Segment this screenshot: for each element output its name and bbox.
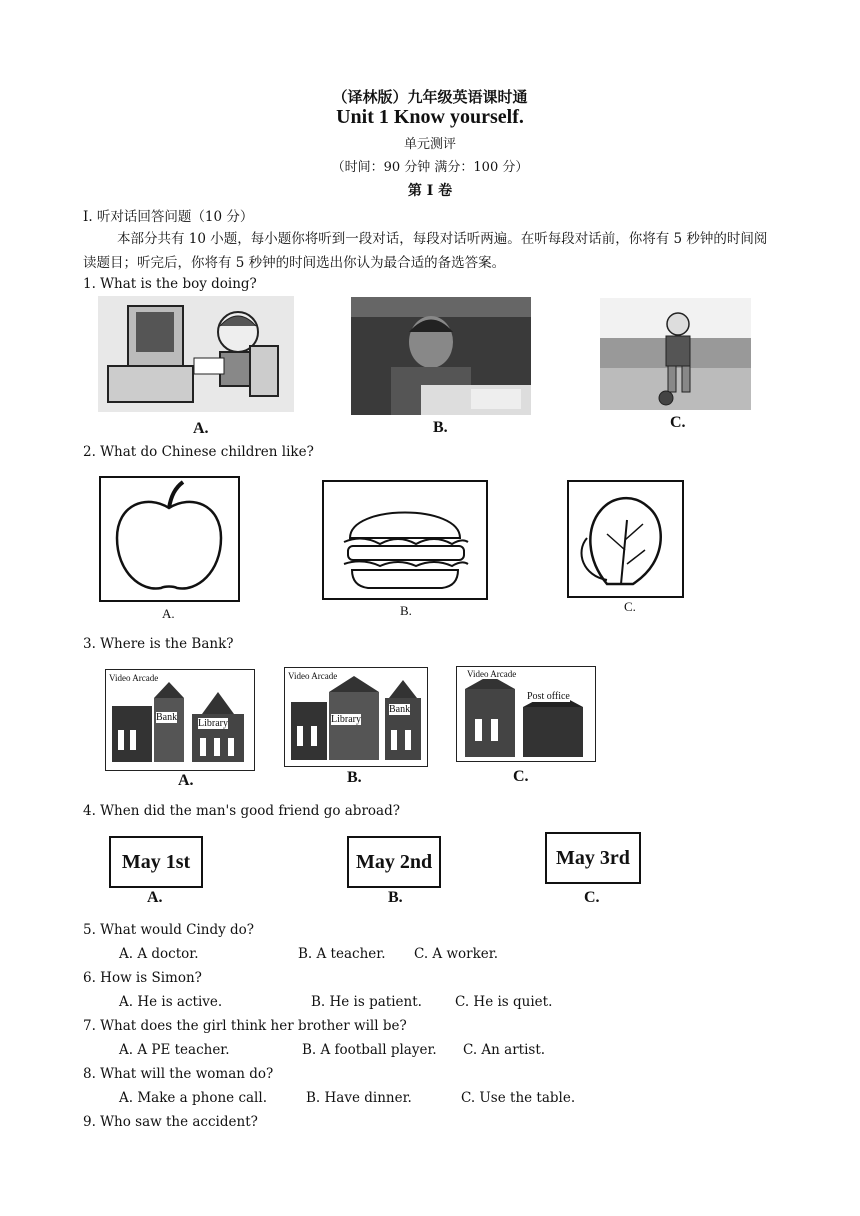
question-5: 5. What would Cindy do? bbox=[83, 922, 255, 938]
q4-option-c: C. bbox=[584, 889, 600, 906]
q5-option-c: C. A worker. bbox=[414, 946, 499, 962]
section-title: I. 听对话回答问题（10 分） bbox=[83, 209, 254, 225]
apple-image bbox=[99, 476, 240, 602]
q7-option-c: C. An artist. bbox=[463, 1042, 546, 1058]
unit-title: Unit 1 Know yourself. bbox=[336, 106, 524, 128]
boy-writing-photo bbox=[351, 297, 531, 415]
map-a-bank-label: Bank bbox=[156, 712, 178, 723]
q2-option-a: A. bbox=[162, 606, 175, 621]
q1-option-b: B. bbox=[433, 419, 448, 436]
boy-computer-image bbox=[98, 296, 294, 412]
map-c bbox=[456, 666, 596, 762]
map-b-library-label: Library bbox=[331, 714, 361, 725]
test-meta: （时间：90 分钟 满分：100 分） bbox=[331, 160, 529, 175]
q4-option-a: A. bbox=[147, 889, 163, 906]
q6-option-b: B. He is patient. bbox=[311, 994, 422, 1010]
date-box-a: May 1st bbox=[109, 836, 203, 888]
boy-football-image bbox=[600, 298, 751, 410]
q3-option-c: C. bbox=[513, 768, 529, 785]
volume-title: 第 I 卷 bbox=[407, 183, 453, 199]
q2-option-b: B. bbox=[400, 603, 412, 618]
q3-option-a: A. bbox=[178, 772, 194, 789]
q5-option-a: A. A doctor. bbox=[119, 946, 199, 962]
map-b-video-label: Video Arcade bbox=[288, 671, 338, 681]
map-b-bank-label: Bank bbox=[389, 704, 411, 715]
q6-option-a: A. He is active. bbox=[119, 994, 223, 1010]
q8-option-a: A. Make a phone call. bbox=[119, 1090, 267, 1106]
map-c-buildings bbox=[457, 667, 595, 761]
q4-option-b: B. bbox=[388, 889, 403, 906]
question-3: 3. Where is the Bank? bbox=[83, 636, 234, 652]
date-box-b: May 2nd bbox=[347, 836, 441, 888]
q5-option-b: B. A teacher. bbox=[298, 946, 386, 962]
q7-option-b: B. A football player. bbox=[302, 1042, 437, 1058]
q1-option-a: A. bbox=[193, 420, 209, 437]
question-6: 6. How is Simon? bbox=[83, 970, 202, 986]
question-1: 1. What is the boy doing? bbox=[83, 276, 257, 292]
map-a-buildings bbox=[106, 670, 254, 770]
question-2: 2. What do Chinese children like? bbox=[83, 444, 314, 460]
map-b bbox=[284, 667, 428, 767]
q2-option-c: C. bbox=[624, 599, 636, 614]
test-title: 单元测评 bbox=[403, 137, 456, 152]
q8-option-c: C. Use the table. bbox=[461, 1090, 576, 1106]
question-7: 7. What does the girl think her brother will be? bbox=[83, 1018, 407, 1034]
q6-option-c: C. He is quiet. bbox=[455, 994, 553, 1010]
q3-option-b: B. bbox=[347, 769, 362, 786]
map-c-video-label: Video Arcade bbox=[467, 669, 517, 679]
question-4: 4. When did the man's good friend go abroad? bbox=[83, 803, 400, 819]
q8-option-b: B. Have dinner. bbox=[306, 1090, 412, 1106]
map-a-video-label: Video Arcade bbox=[109, 673, 159, 683]
question-9: 9. Who saw the accident? bbox=[83, 1114, 258, 1130]
q7-option-a: A. A PE teacher. bbox=[119, 1042, 230, 1058]
date-box-c: May 3rd bbox=[545, 832, 641, 884]
q1-option-c: C. bbox=[670, 414, 686, 431]
series-title: （译林版）九年级英语课时通 bbox=[332, 88, 528, 106]
map-a-library-label: Library bbox=[198, 718, 228, 729]
hamburger-image bbox=[322, 480, 488, 600]
vegetable-image bbox=[567, 480, 684, 598]
section-intro: 本部分共有 10 小题，每小题你将听到一段对话，每段对话听两遍。在听每段对话前，你将有 5 秒钟的时间阅读题目；听完后，你将有 5 秒钟的时间选出你认为最合适的备选答案。 bbox=[83, 231, 768, 271]
map-a bbox=[105, 669, 255, 771]
question-8: 8. What will the woman do? bbox=[83, 1066, 274, 1082]
map-c-post-label: Post office bbox=[527, 691, 570, 702]
